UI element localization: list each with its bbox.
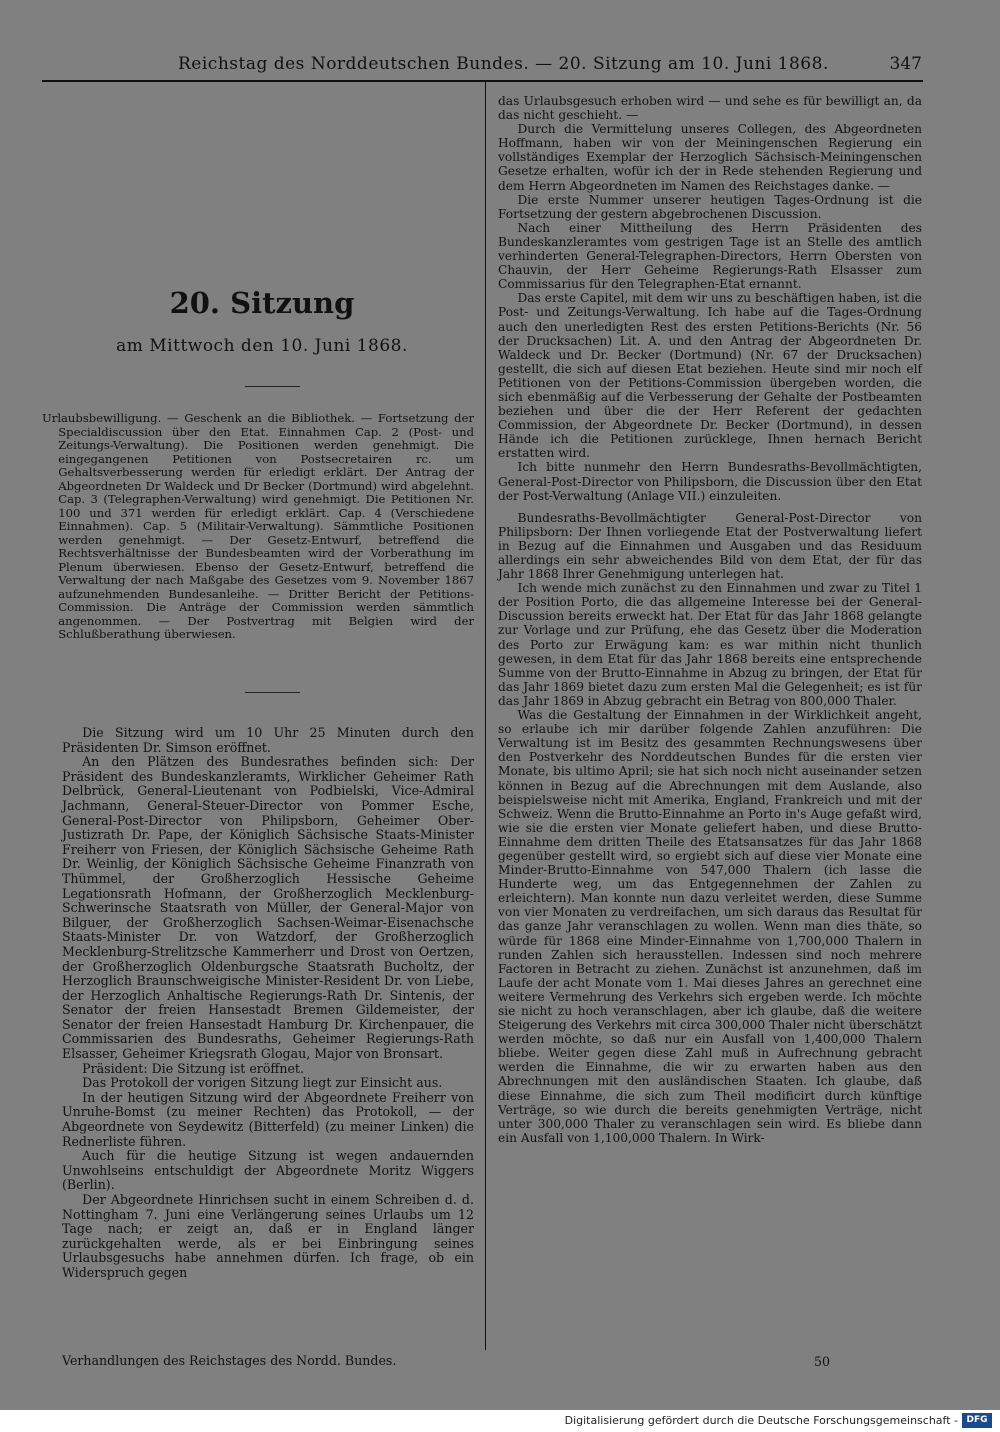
dfg-logo: DFG <box>962 1413 992 1428</box>
header-rule <box>42 80 923 82</box>
session-subtitle: am Mittwoch den 10. Juni 1868. <box>116 336 408 356</box>
paragraph: Die erste Nummer unserer heutigen Tages-Ordnung ist die Fortsetzung der gestern abgebrochenen Discussion. <box>498 192 922 221</box>
paragraph: Das erste Capitel, mit dem wir uns zu beschäftigen haben, ist die Post- und Zeitungs-Verwaltung. Ich habe auf die Tages-Ordnung auch den unerledigten Rest des ersten Petitions-Berichts (Nr. 56 der Drucksachen) Lit. A. und den Antrag der Abgeordneten Dr. Waldeck und Dr. Becker (Dortmund) (Nr. 67 der Drucksachen) gestellt, die sich auf diesen Etat beziehen. Heute sind mir noch elf Petitionen von der Petitions-Commission übergeben worden, die sich ebenmäßig auf die Verbesserung der Gehalte der Postbeamten beziehen und über die der Herr Referent der gedachten Commission, der Abgeordnete Dr. Becker (Dortmund), in dessen Hände ich die Petitionen zurücklege, Ihnen hernach Bericht erstatten wird. <box>498 291 922 461</box>
session-title: 20. Sitzung <box>169 286 355 320</box>
paragraph: Das Protokoll der vorigen Sitzung liegt zur Einsicht aus. <box>82 1075 443 1091</box>
right-column <box>498 94 922 1145</box>
paragraph: Nach einer Mittheilung des Herrn Präsidenten des Bundeskanzleramtes vom gestrigen Tage ist an Stelle des amtlich verhinderten General-Telegraphen-Directors, Herrn Obersten von Chauvin, der Herr Geheime Regierungs-Rath Elsasser zum Commissarius für den Telegraphen-Etat ernannt. <box>498 220 922 292</box>
paragraph: das Urlaubsgesuch erhoben wird — und sehe es für bewilligt an, da das nicht geschieht. — <box>498 94 922 123</box>
paragraph: Ich bitte nunmehr den Herrn Bundesraths-Bevollmächtigten, General-Post-Director von Philipsborn, die Discussion über den Etat der Post-Verwaltung (Anlage VII.) einzuleiten. <box>498 460 922 503</box>
paragraph: Auch für die heutige Sitzung ist wegen andauernden Unwohlseins entschuldigt der Abgeordnete Moritz Wiggers (Berlin). <box>62 1148 474 1193</box>
paragraph: Bundesraths-Bevollmächtigter General-Post-Director von Philipsborn: Der Ihnen vorliegende Etat der Postverwaltung liefert in Bezug auf die Einnahmen und Ausgaben und das Residuum allerdings ein sehr abweichendes Bild von dem Etat, der für das Jahr 1868 Ihrer Genehmigung unterlegen hat. <box>498 510 922 582</box>
paragraph: Was die Gestaltung der Einnahmen in der Wirklichkeit angeht, so erlaube ich mir darüber folgende Zahlen anzuführen: Die Verwaltung ist im Besitz des gesammten Rechnungswesens über den Postverkehr des Norddeutschen Bundes für die ersten vier Monate, bis ultimo April; sie hat sich noch nicht auseinander setzen können in Bezug auf die Abrechnungen mit dem Auslande, also beispielsweise nicht mit Amerika, England, Frankreich und mit der Schweiz. Wenn die Brutto-Einnahme an Porto in's Auge gefaßt wird, wie sie die ersten vier Monate geliefert haben, und diese Brutto-Einnahme dem dritten Theile des Etatsansatzes für das Jahr 1868 gegenüber gestellt wird, so ergiebt sich auf diese vier Monate eine Minder-Brutto-Einnahme von 547,000 Thalern (ich lasse die Hunderte weg, um das Entgegennehmen der Zahlen zu erleichtern). Man konnte nun dazu verleitet werden, diese Summe von vier Monaten zu verdreifachen, um sich daraus das Resultat für das ganze Jahr veranschlagen zu wollen. Wenn man dies thäte, so würde für 1868 eine Minder-Einnahme von 1,700,000 Thalern in runden Zahlen sich herausstellen. Indessen sind noch mehrere Factoren in Betracht zu ziehen. Zunächst ist anzunehmen, daß im Laufe der acht Monate vom 1. Mai dieses Jahres an gerechnet eine weitere Vermehrung des Verkehrs sich ergeben werde. Ich möchte sie nicht zu hoch veranschlagen, aber ich glaube, daß die weitere Steigerung des Verkehrs mit circa 300,000 Thaler nicht überschätzt werden möchte, so daß nur ein Ausfall von 1,400,000 Thalern bliebe. Weiter gegen diese Zahl muß in Aufrechnung gebracht werden die Einnahme, die wir zu erwarten haben aus den Abrechnungen mit den ausländischen Staaten. Ich glaube, daß diese Einnahme, die sich zum Theil modificirt durch künftige Verträge, so wie durch die bereits genehmigten Verträge, nicht unter 300,000 Thaler zu veranschlagen sein wird. Es bliebe dann ein Ausfall von 1,100,000 Thalern. In Wirk- <box>498 708 922 1145</box>
paragraph: Ich wende mich zunächst zu den Einnahmen und zwar zu Titel 1 der Position Porto, die das allgemeine Interesse bei der General-Discussion bereits erweckt hat. Der Etat für das Jahr 1868 gelangte zur Vorlage und zur Prüfung, ehe das Gesetz über die Moderation des Porto zur Erwägung kam: es war mithin nicht thunlich gewesen, in dem Etat für das Jahr 1868 bereits eine entsprechende Summe von der Brutto-Einnahme in Abzug zu bringen, der Etat für das Jahr 1869 bietet dazu zum ersten Mal die Gelegenheit; es ist für das Jahr 1869 in Abzug gebracht ein Betrag von 800,000 Thaler. <box>498 581 922 708</box>
paragraph: Präsident: Die Sitzung ist eröffnet. <box>82 1060 304 1076</box>
paragraph: Der Abgeordnete Hinrichsen sucht in einem Schreiben d. d. Nottingham 7. Juni eine Verlängerung seines Urlaubs um 12 Tage nach; er zeigt an, daß er in England länger zurückgehalten werde, als er bei Einbringung seines Urlaubsgesuchs habe annehmen dürfen. Ich frage, ob ein Widerspruch gegen <box>62 1192 474 1280</box>
dfg-credit-bar <box>0 1410 1000 1432</box>
summary-text: Urlaubsbewilligung. — Geschenk an die Bibliothek. — Fortsetzung der Specialdiscussion über den Etat. Einnahmen Cap. 2 (Post- und Zeitungs-Verwaltung). Die Positionen werden genehmigt. Die eingegangenen Petitionen von Postsecretairen rc. um Gehaltsverbesserung werden für erledigt erklärt. Der Antrag der Abgeordneten Dr Waldeck und Dr Becker (Dortmund) wird abgelehnt. Cap. 3 (Telegraphen-Verwaltung) wird genehmigt. Die Petitionen Nr. 100 und 371 werden für erledigt erklärt. Cap. 4 (Verschiedene Einnahmen). Cap. 5 (Militair-Verwaltung). Sämmtliche Positionen werden genehmigt. — Der Gesetz-Entwurf, betreffend die Rechtsverhältnisse der Bundesbeamten wird der Vorberathung im Plenum überwiesen. Ebenso der Gesetz-Entwurf, betreffend die Verwaltung der nach Maßgabe des Gesetzes vom 9. November 1867 aufzunehmenden Bundesanleihe. — Dritter Bericht der Petitions-Commission. Die Anträge der Commission werden sämmtlich angenommen. — Der Postvertrag mit Belgien wird der Schlußberathung überwiesen. <box>42 411 474 641</box>
signature-mark: 50 <box>814 1354 831 1369</box>
paragraph: Die Sitzung wird um 10 Uhr 25 Minuten durch den Präsidenten Dr. Simson eröffnet. <box>62 725 474 755</box>
footer-publication: Verhandlungen des Reichstages des Nordd. Bundes. <box>62 1353 397 1368</box>
title-divider <box>245 386 300 387</box>
column-divider <box>485 82 486 1350</box>
page-number: 347 <box>889 54 922 74</box>
running-header <box>42 52 922 78</box>
paragraph: An den Plätzen des Bundesrathes befinden sich: Der Präsident des Bundeskanzleramts, Wirklicher Geheimer Rath Delbrück, General-Lieutenant von Podbielski, Vice-Admiral Jachmann, General-Steuer-Director von Pommer Esche, General-Post-Director von Philipsborn, Geheimer Ober-Justizrath Dr. Pape, der Königlich Sächsische Staats-Minister Freiherr von Friesen, der Königlich Sächsische Geheime Rath Dr. Weinlig, der Königlich Sächsische Geheime Finanzrath von Thümmel, der Großherzoglich Hessische Geheime Legationsrath Hofmann, der Großherzoglich Mecklenburg-Schwerinsche Staatsrath von Müller, der General-Major von Bilguer, der Großherzoglich Sachsen-Weimar-Eisenachsche Staats-Minister Dr. von Watzdorf, der Großherzoglich Mecklenburg-Strelitzsche Kammerherr und Drost von Oertzen, der Großherzoglich Oldenburgsche Staatsrath Bucholtz, der Herzoglich Braunschweigische Minister-Resident Dr. von Liebe, der Herzoglich Anhaltische Regierungs-Rath Dr. Sintenis, der Senator der freien Hansestadt Bremen Gildemeister, der Senator der freien Hansestadt Hamburg Dr. Kirchenpauer, die Commissarien des Bundesraths, Geheimer Regierungs-Rath Elsasser, Geheimer Kriegsrath Glogau, Major von Bronsart. <box>62 754 474 1062</box>
dfg-credit-text: Digitalisierung gefördert durch die Deutsche Forschungsgemeinschaft - <box>564 1414 958 1427</box>
paragraph: Durch die Vermittelung unseres Collegen, des Abgeordneten Hoffmann, haben wir von der Meiningenschen Regierung ein vollständiges Exemplar der Herzoglich Sächsisch-Meiningenschen Gesetze erhalten, wofür ich der in Rede stehenden Regierung und dem Herrn Abgeordneten im Namen des Reichstages danke. — <box>498 122 922 193</box>
running-title: Reichstag des Norddeutschen Bundes. — 20. Sitzung am 10. Juni 1868. <box>178 54 829 74</box>
session-summary <box>42 412 474 642</box>
left-column <box>62 726 474 1281</box>
paragraph: In der heutigen Sitzung wird der Abgeordnete Freiherr von Unruhe-Bomst (zu meiner Rechten) das Protokoll, — der Abgeordnete von Seydewitz (Bitterfeld) (zu meiner Linken) die Rednerliste führen. <box>62 1089 474 1149</box>
summary-divider <box>245 692 300 693</box>
